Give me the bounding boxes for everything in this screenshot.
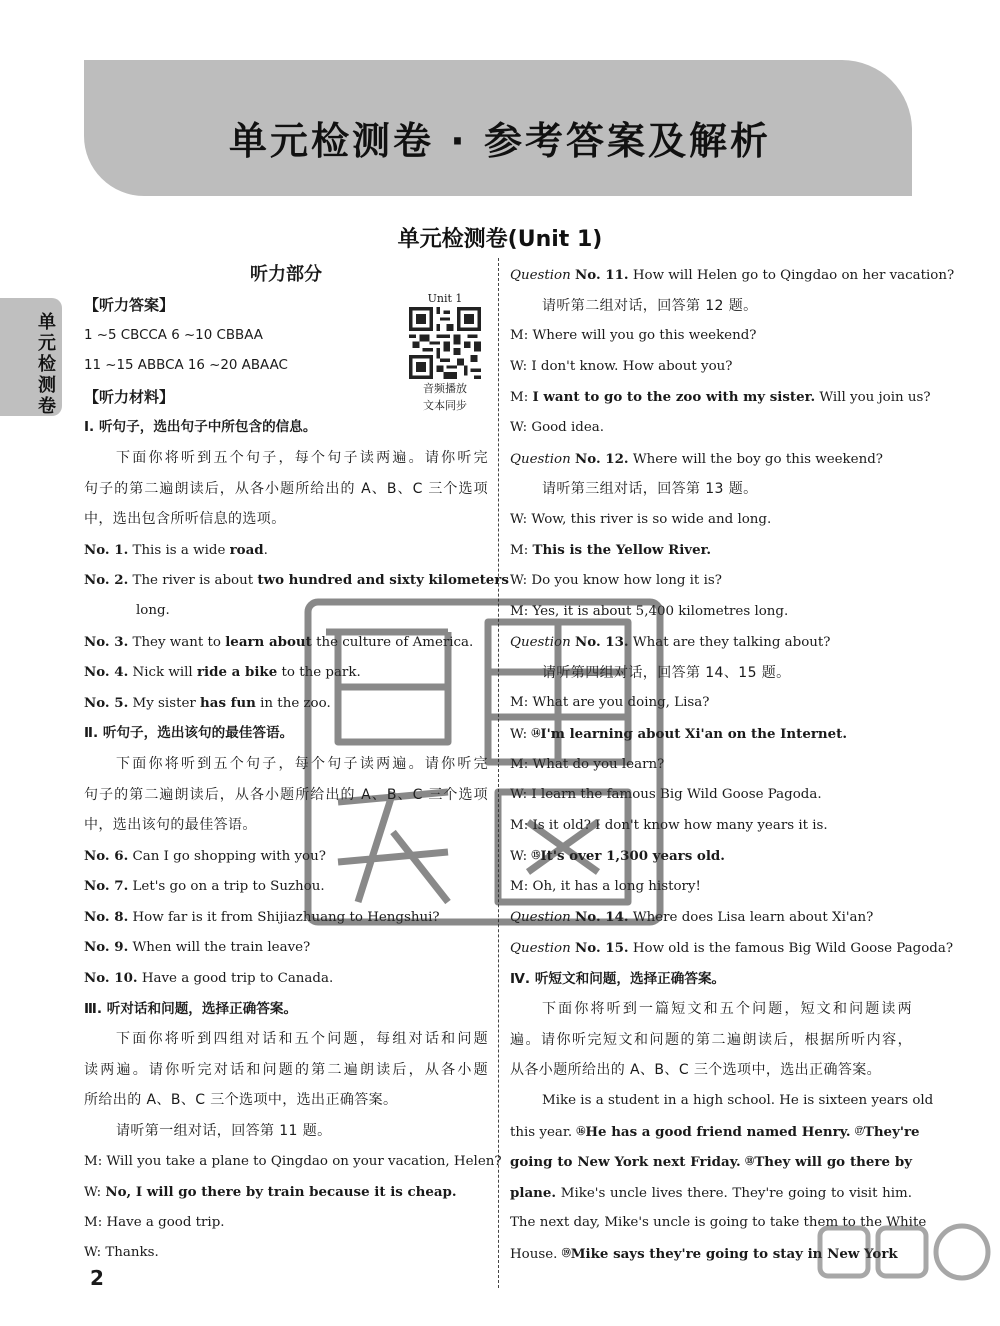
text-line: No. 7. Let's go on a trip to Suzhou.: [84, 878, 325, 895]
text-line: W: Good idea.: [510, 419, 605, 435]
text-line: Ⅳ. 听短文和问题，选择正确答案。: [510, 970, 726, 987]
text-line: No. 9. When will the train leave?: [84, 939, 311, 956]
text-line: W: No, I will go there by train because it is cheap.: [84, 1184, 457, 1201]
text-line: No. 2. The river is about two hundred and sixty kilometers: [84, 572, 509, 589]
text-line: plane. Mike's uncle lives there. They're going to visit him.: [510, 1184, 912, 1201]
text-line: 中，选出包含所听信息的选项。: [84, 511, 286, 528]
right-column: [510, 260, 955, 1270]
text-line: Question No. 14. Where does Lisa learn about Xi'an?: [510, 909, 874, 926]
text-line: Ⅱ. 听句子，选出该句的最佳答语。: [84, 725, 294, 742]
text-line: 请听第三组对话，回答第 13 题。: [542, 481, 758, 498]
text-line: 【听力材料】: [84, 387, 175, 406]
text-line: 读两遍。请你听完对话和问题的第二遍朗读后，从各小题: [84, 1061, 488, 1078]
text-line: 下面你将听到四组对话和五个问题，每组对话和问题: [116, 1031, 488, 1048]
text-line: The next day, Mike's uncle is going to take them to the White: [510, 1215, 927, 1231]
text-line: Ⅲ. 听对话和问题，选择正确答案。: [84, 1000, 298, 1017]
text-line: Mike is a student in a high school. He is sixteen years old: [542, 1093, 934, 1109]
text-line: Ⅰ. 听句子，选出句子中所包含的信息。: [84, 419, 317, 436]
side-tab-label: 单元检测卷: [38, 312, 56, 417]
text-line: 从各小题所给出的 A、B、C 三个选项中，选出正确答案。: [510, 1062, 882, 1079]
qr-caption-1: 音频播放: [423, 382, 467, 395]
text-line: M: Where will you go this weekend?: [510, 328, 757, 344]
text-line: M: This is the Yellow River.: [510, 542, 712, 559]
unit-title: 单元检测卷(Unit 1): [397, 227, 603, 252]
text-line: 下面你将听到五个句子，每个句子读两遍。请你听完: [116, 755, 488, 772]
left-column: [84, 290, 509, 1269]
text-line: 下面你将听到五个句子，每个句子读两遍。请你听完: [116, 449, 488, 466]
text-line: Question No. 13. What are they talking about?: [510, 634, 831, 651]
text-line: No. 5. My sister has fun in the zoo.: [84, 694, 331, 711]
text-line: No. 4. Nick will ride a bike to the park.: [84, 664, 361, 681]
text-line: long.: [136, 602, 170, 618]
text-line: M: Have a good trip.: [84, 1214, 225, 1230]
text-line: House. ⑲Mike says they're going to stay in New York: [510, 1246, 898, 1262]
text-line: M: I want to go to the zoo with my sister. Will you join us?: [510, 389, 931, 406]
text-line: W: Do you know how long it is?: [510, 572, 722, 588]
text-line: 中，选出该句的最佳答语。: [84, 817, 257, 834]
text-line: M: Oh, it has a long history!: [510, 878, 701, 894]
text-line: No. 6. Can I go shopping with you?: [84, 847, 326, 864]
text-line: W: I don't know. How about you?: [510, 358, 733, 374]
text-line: W: Thanks.: [84, 1245, 159, 1261]
text-line: W: Wow, this river is so wide and long.: [510, 511, 772, 527]
text-line: going to New York next Friday. ⑱They will go there by: [510, 1154, 912, 1171]
text-line: No. 1. This is a wide road.: [84, 541, 268, 558]
text-line: W: I learn the famous Big Wild Goose Pagoda.: [510, 787, 822, 803]
text-line: 句子的第二遍朗读后，从各小题所给出的 A、B、C 三个选项: [84, 786, 488, 803]
text-line: 【听力答案】: [84, 296, 175, 314]
text-line: M: Will you take a plane to Qingdao on your vacation, Helen?: [84, 1153, 502, 1169]
text-line: Question No. 11. How will Helen go to Qingdao on her vacation?: [510, 267, 955, 283]
text-line: M: What are you doing, Lisa?: [510, 695, 710, 711]
text-line: 请听第四组对话，回答第 14、15 题。: [542, 664, 791, 681]
text-line: M: Is it old? I don't know how many years it is.: [510, 817, 828, 833]
text-line: No. 3. They want to learn about the culture of America.: [84, 633, 474, 650]
text-line: No. 8. How far is it from Shijiazhuang to Hengshui?: [84, 908, 440, 925]
page-title: 单元检测卷 · 参考答案及解析: [229, 119, 771, 163]
qr-caption-2: 文本同步: [423, 399, 467, 412]
text-line: No. 10. Have a good trip to Canada.: [84, 970, 334, 987]
text-line: Question No. 12. Where will the boy go this weekend?: [510, 450, 883, 467]
text-line: Question No. 15. How old is the famous Big Wild Goose Pagoda?: [510, 940, 954, 957]
text-line: W: ⑮It's over 1,300 years old.: [510, 848, 725, 865]
qr-unit-label: Unit 1: [427, 292, 463, 305]
text-line: 请听第一组对话，回答第 11 题。: [116, 1123, 332, 1140]
text-line: 下面你将听到一篇短文和五个问题，短文和问题读两: [542, 1001, 912, 1018]
text-line: M: What do you learn?: [510, 756, 665, 772]
text-line: 1 ~5 CBCCA 6 ~10 CBBAA: [84, 327, 263, 343]
text-line: 遍。请你听完短文和问题的第二遍朗读后，根据所听内容，: [510, 1031, 912, 1048]
section-heading: 听力部分: [250, 264, 322, 285]
text-line: W: ⑭I'm learning about Xi'an on the Internet.: [510, 725, 848, 742]
text-line: 11 ~15 ABBCA 16 ~20 ABAAC: [84, 358, 288, 374]
page-number: 2: [90, 1266, 104, 1290]
text-line: 所给出的 A、B、C 三个选项中，选出正确答案。: [84, 1092, 398, 1109]
text-line: 句子的第二遍朗读后，从各小题所给出的 A、B、C 三个选项: [84, 480, 488, 497]
text-line: this year. ⑯He has a good friend named Henry. ⑰They're: [510, 1123, 920, 1140]
text-line: 请听第二组对话，回答第 12 题。: [542, 297, 758, 314]
text-line: M: Yes, it is about 5,400 kilometres long.: [510, 603, 789, 619]
column-divider: [498, 258, 499, 1288]
